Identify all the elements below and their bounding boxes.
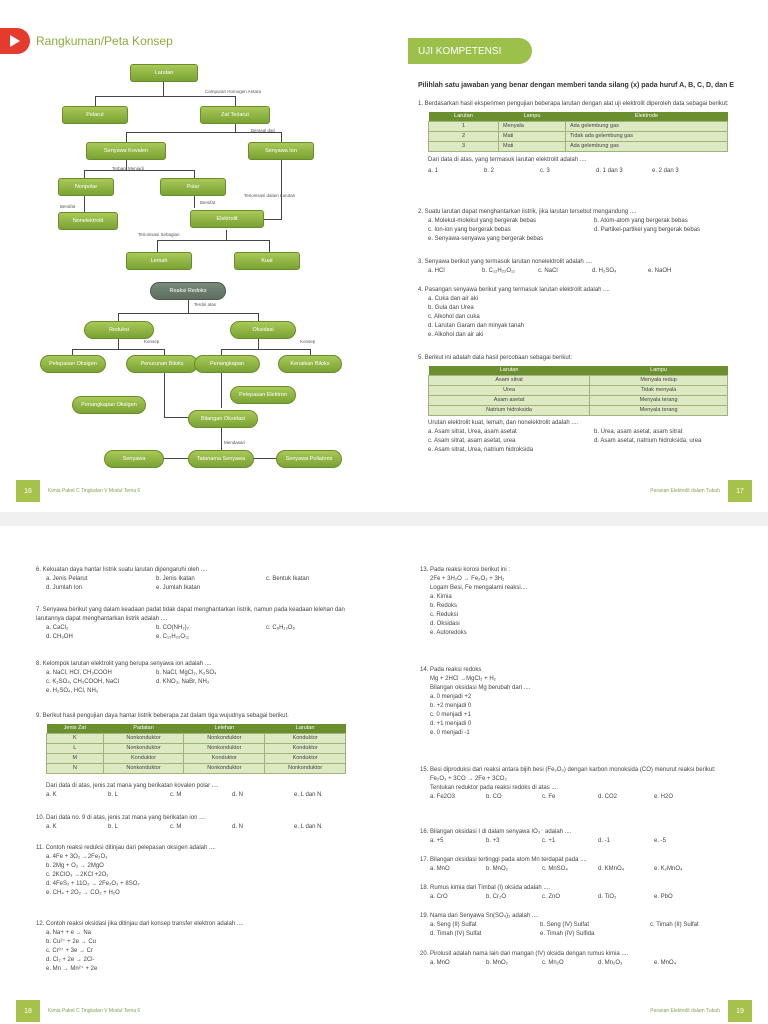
option-e[interactable]: e. L dan N [294, 792, 322, 798]
label-konsep-1: Konsep [144, 339, 160, 344]
option-b[interactable]: b. MnO₂ [486, 960, 509, 966]
node-pelepasan-elektron: Pelepasan Elektron [230, 386, 296, 404]
option-a[interactable]: a. MnO [430, 866, 450, 872]
option-e[interactable]: e. 0 menjadi -1 [430, 730, 470, 736]
option-a[interactable]: a. CrO [430, 894, 448, 900]
option-d[interactable]: d. Mn₂O₃ [598, 960, 623, 966]
option-c[interactable]: c. 2KClO₃ →2KCl +2O₂ [46, 872, 109, 878]
question-8: 8. Kelompok larutan elektrolit yang berupa senyawa ion adalah .... a. NaCl, HCl, CH₃COOH b. NaCl, MgCl₂, K₂SO₄ c. K₂SO₄, CH₃COOH, NaCl d. KNO₃, NaBr, NH₃ e. H₂SO₄, HCl, NH₃ [36, 660, 366, 696]
option-e[interactable]: e. Asam sitrat, Urea, natrium hidroksida [428, 447, 534, 453]
option-e[interactable]: e. PbO [654, 894, 673, 900]
option-c[interactable]: c. 0 menjadi +1 [430, 712, 471, 718]
question-19: 19. Nama dari Senyawa Sn(SO₄)₂ adalah .... a. Seng (II) Sulfat b. Seng (IV) Sulfat c. Timah (II) Sulfat d. Timah (IV) Sulfat e. Timah (IV) Sulfida [420, 912, 740, 939]
option-a[interactable]: a. Molekul-molekul yang bergerak bebas [428, 218, 537, 224]
option-c[interactable]: c. M [170, 792, 182, 798]
option-a[interactable]: a. K [46, 824, 57, 830]
node-pelepasan-oksigen: Pelepasan Oksigen [40, 355, 106, 373]
option-a[interactable]: a. Fe2O3 [430, 794, 456, 800]
option-d[interactable]: d. +1 menjadi 0 [430, 721, 472, 727]
option-d[interactable]: d. H₂SO₄ [592, 268, 617, 274]
footer-page-17 [642, 480, 752, 502]
node-kenaikan-biloks: Kenaikan Biloks [278, 355, 342, 373]
option-b[interactable]: b. Seng (IV) Sulfat [540, 922, 590, 928]
node-larutan: Larutan [130, 64, 198, 82]
question-3: 3. Senyawa berikut yang termasuk larutan nonelektrolit adalah .... a. HCl b. C₁₂H₂₂O₁₁ c. NaCl d. H₂SO₄ e. NaOH [418, 258, 734, 276]
footer-text: Peranan Elektrolit dalam Tubuh [650, 1008, 720, 1014]
node-reaksi-redoks: Reaksi Redoks [150, 282, 226, 300]
option-b[interactable]: b. MnO₂ [486, 866, 509, 872]
equation: Mg + 2HCl →MgCl₂ + H₂ [430, 676, 497, 682]
label-konsep-2: Konsep [300, 339, 316, 344]
option-b[interactable]: b. Cr₂O [486, 894, 506, 900]
option-b[interactable]: b. 2Mg + O₂ → 2MgO [46, 863, 104, 869]
option-b[interactable]: b. NaCl, MgCl₂, K₂SO₄ [156, 670, 217, 676]
option-d[interactable]: d. CH₃OH [46, 634, 73, 640]
option-c[interactable]: c. MnSO₄ [542, 866, 568, 872]
option-c[interactable]: c. Mn₂O [542, 960, 564, 966]
option-a[interactable]: a. 4Fe + 3O₂ →2Fe₂O₃ [46, 854, 108, 860]
option-e[interactable]: e. K₂MnO₄ [654, 866, 683, 872]
option-e[interactable]: e. 2 dan 3 [652, 168, 679, 174]
option-a[interactable]: a. Na+ + e → Na [46, 930, 92, 936]
option-b[interactable]: b. Urea, asam asetat, asam sitrat [594, 429, 683, 435]
play-arrow-icon [0, 28, 30, 54]
table-q9: Jenis Zat Padatan Lelehan Larutan K Nonkonduktor Nonkonduktor Konduktor L Nonkonduktor Nonkonduktor Konduktor M Konduktor Konduktor Konduktor N Nonkonduktor Nonkonduktor Nonkonduktor [46, 724, 346, 774]
question-20: 20. Pirolusit adalah nama lain dari mangan (IV) oksida dengan rumus kimia .... a. MnO b. MnO₂ c. Mn₂O d. Mn₂O₃ e. MnO₄ [420, 950, 740, 968]
page-number: 19 [728, 1000, 752, 1022]
node-bilangan-oksidasi: Bilangan Oksidasi [188, 410, 258, 428]
option-d[interactable]: d. KNO₃, NaBr, NH₃ [156, 679, 210, 685]
node-senyawa: Senyawa [104, 450, 164, 468]
footer-page-18 [16, 1000, 148, 1022]
node-reduksi: Reduksi [84, 321, 154, 339]
option-d[interactable]: d. 4FeS₂ + 11O₂ → 2Fe₂O₃ + 8SO₂ [46, 881, 140, 887]
option-d[interactable]: d. Cl₂ + 2e → 2Cl- [46, 957, 95, 963]
option-e[interactable]: e. Alkohol dan air aki [428, 332, 484, 338]
option-d[interactable]: d. N [232, 824, 244, 830]
option-a[interactable]: a. Asam sitrat, Urea, asam asetat [428, 429, 517, 435]
node-penurunan-biloks: Penurunan Biloks [126, 355, 198, 373]
question-5: 5. Berikut ini adalah data hasil percobaan sebagai berikut: Larutan Lampu Asam sitrat Menyala redup Urea Tidak menyala Asam asetat Menyala terang Natrium hidroksida Menyala terang Urutan elektrolit kuat, lemah, dan nonelektrolit adalah .... a. Asam sitrat, Urea, asam asetat b. Urea, asam asetat, asam sitrat c. Asam sitrat, asam asetat, urea d. Asam asetat, natrium hidroksida, urea e. Asam sitrat, Urea, natrium hidroksida [418, 354, 734, 455]
option-d[interactable]: d. Jumlah Ion [46, 585, 83, 591]
node-oksidasi: Oksidasi [230, 321, 296, 339]
option-a[interactable]: a. Kimia [430, 594, 452, 600]
option-e[interactable]: e. -5 [654, 838, 667, 844]
option-d[interactable]: d. KMnO₄ [598, 866, 625, 872]
option-e[interactable]: e. Jumlah Ikatan [156, 585, 201, 591]
question-6: 6. Kekuatan daya hantar listrik suatu larutan dipengaruhi oleh .... a. Jenis Pelarut b. Jenis Ikatan c. Bentuk Ikatan d. Jumlah Ion e. Jumlah Ikatan [36, 566, 366, 593]
option-d[interactable]: d. -1 [598, 838, 611, 844]
option-c[interactable]: c. Ion-ion yang bergerak bebas [428, 227, 511, 233]
option-b[interactable]: b. Atom-atom yang bergerak bebas [594, 218, 688, 224]
option-e[interactable]: e. Autoredoks [430, 630, 467, 636]
option-a[interactable]: a. K [46, 792, 57, 798]
option-b[interactable]: b. CO(NH₂)₂ [156, 625, 189, 631]
uji-kompetensi-title: UJI KOMPETENSI [408, 38, 532, 64]
label-terdiri-atas: Terdiri atas [194, 302, 217, 307]
option-a[interactable]: a. +5 [430, 838, 444, 844]
option-e[interactable]: e. NaOH [648, 268, 672, 274]
question-12: 12. Contoh reaksi oksidasi jika ditinjau dari konsep transfer elektron adalah .... a. Na+ + e → Na b. Cu²⁺ + 2e → Cu c. Cr³⁺ + 3e → Cr d. Cl₂ + 2e → 2Cl- e. Mn → Mn²⁺ + 2e [36, 920, 366, 974]
question-14: 14. Pada reaksi redoks Mg + 2HCl →MgCl₂ + H₂ Bilangan oksidasi Mg berubah dari .... a. 0 menjadi +2 b. +2 menjadi 0 c. 0 menjadi +1 d. +1 menjadi 0 e. 0 menjadi -1 [420, 666, 740, 738]
option-a[interactable]: a. CaCl₂ [46, 625, 69, 631]
node-lemah: Lemah [126, 252, 192, 270]
option-e[interactable]: e. H2O [654, 794, 674, 800]
option-c[interactable]: c. Timah (II) Sulfat [650, 922, 699, 928]
node-senyawa-ion: Senyawa Ion [248, 142, 314, 160]
node-pelarut: Pelarut [62, 106, 128, 124]
label-berasal-dari: Berasal dari [251, 128, 276, 133]
question-11: 11. Contoh reaksi reduksi ditinjau dari pelepasan oksigen adalah .... a. 4Fe + 3O₂ →2Fe₂O₃ b. 2Mg + O₂ → 2MgO c. 2KClO₃ →2KCl +2O₂ d. 4FeS₂ + 11O₂ → 2Fe₂O₃ + 8SO₂ e. CH₄ + 2O₂ → CO₂ + H₂O [36, 844, 366, 898]
option-c[interactable]: c. NaCl [538, 268, 558, 274]
question-16: 16. Bilangan oksidasi I di dalam senyawa IO₃⁻ adalah .... a. +5 b. +3 c. +1 d. -1 e. -5 [420, 828, 740, 846]
question-10: 10. Dari data no. 9 di atas, jenis zat mana yang berikatan ion .... a. K b. L c. M d. N e. L dan N [36, 814, 366, 832]
option-a[interactable]: a. Jenis Pelarut [46, 576, 88, 582]
option-e[interactable]: e. Mn → Mn²⁺ + 2e [46, 966, 98, 972]
label-terbagi: Terbagi Menjadi [112, 166, 144, 171]
option-e[interactable]: e. Timah (IV) Sulfida [540, 931, 595, 937]
question-4: 4. Pasangan senyawa berikut yang termasuk larutan elektrolit adalah .... a. Cuka dan air aki b. Gula dan Urea c. Alkohol dan cuka d. Larutan Garam dan minyak tanah e. Alkohol dan air aki [418, 286, 734, 340]
option-d[interactable]: d. Oksidasi [430, 621, 460, 627]
option-e[interactable]: e. L dan N [294, 824, 322, 830]
question-2: 2. Suatu larutan dapat menghantarkan listrik, jika larutan tersebut mengandung .... a. Molekul-molekul yang bergerak bebas b. Atom-atom yang bergerak bebas c. Ion-ion yang bergerak bebas d. Partikel-partikel yang bergerak bebas e. Senyawa-senyawa yang bergerak bebas [418, 208, 734, 244]
option-d[interactable]: d. Larutan Garam dan minyak tanah [428, 323, 525, 329]
page-number: 16 [16, 480, 40, 502]
question-9: 9. Berikut hasil pengujian daya hantar listrik beberapa zat dalam tiga wujudnya sebagai berikut. Jenis Zat Padatan Lelehan Larutan K Nonkonduktor Nonkonduktor Konduktor L Nonkonduktor Nonkonduktor Konduktor M Konduktor Konduktor Konduktor N Nonkonduktor Nonkonduktor Nonkonduktor Dari data di atas, jenis zat mana yang berikatan kovalen polar .... a. K b. L c. M d. N e. L dan N [36, 712, 366, 800]
option-e[interactable]: e. C₁₂H₂₂O₁₁ [156, 634, 190, 640]
page-number: 18 [16, 1000, 40, 1022]
node-senyawa-poliatom: Senyawa Poliatomi [276, 450, 342, 468]
option-d[interactable]: d. 1 dan 3 [596, 168, 623, 174]
node-senyawa-kovalen: Senyawa Kovalen [86, 142, 166, 160]
question-18: 18. Rumus kimia dari Timbal (I) oksida adalah .... a. CrO b. Cr₂O c. ZnO d. TiO₂ e. PbO [420, 884, 740, 902]
equation: Fe₂O₃ + 3CO → 2Fe + 3CO₂ [430, 776, 507, 782]
node-kuat: Kuat [234, 252, 300, 270]
option-a[interactable]: a. NaCl, HCl, CH₃COOH [46, 670, 112, 676]
option-e[interactable]: e. CH₄ + 2O₂ → CO₂ + H₂O [46, 890, 120, 896]
node-penangkapan-oksigen: Penangkapan Oksigen [72, 396, 146, 414]
option-a[interactable]: a. 0 menjadi +2 [430, 694, 472, 700]
option-b[interactable]: b. L [108, 824, 119, 830]
option-d[interactable]: d. TiO₂ [598, 894, 617, 900]
question-stem: 1. Berdasarkan hasil eksperimen pengujian beberapa larutan dengan alat uji elektrolit diperoleh data sebagai berikut: [418, 101, 729, 107]
option-c[interactable]: c. Fe [542, 794, 556, 800]
footer-text: Kimia Paket C Tingkatan V Modul Tema 6 [48, 1008, 141, 1014]
node-polar: Polar [160, 178, 226, 196]
concept-map-title: Rangkuman/Peta Konsep [36, 34, 173, 48]
footer-text: Kimia Paket C Tingkatan V Modul Tema 6 [48, 488, 141, 494]
footer-text: Peranan Elektrolit dalam Tubuh [650, 488, 720, 494]
table-q1: Larutan Lampu Elektrode 1 Menyala Ada gelembung gas 2 Mati Tidak ada gelembung gas 3 Mati Ada gelembung gas [428, 112, 728, 152]
option-b[interactable]: b. 2 [484, 168, 495, 174]
option-c[interactable]: c. 3 [540, 168, 550, 174]
option-c[interactable]: c. C₆H₁₂O₆ [266, 625, 295, 631]
node-tatanama: Tatanama Senyawa [188, 450, 254, 468]
footer-page-16 [16, 480, 148, 502]
option-b[interactable]: b. Redoks [430, 603, 458, 609]
question-13: 13. Pada reaksi korosi berikut ini : 2Fe + 3H₂O → Fe₂O₃ + 3H₂ Logam Besi, Fe mengalami reaksi.... a. Kimia b. Redoks c. Reduksi d. Oksidasi e. Autoredoks [420, 566, 740, 638]
option-a[interactable]: a. 1 [428, 168, 439, 174]
option-e[interactable]: e. MnO₄ [654, 960, 677, 966]
node-nonelektrolit: Nonelektrolit [58, 212, 118, 230]
option-b[interactable]: b. L [108, 792, 119, 798]
option-c[interactable]: c. +1 [542, 838, 556, 844]
page-spread-18-19 [0, 512, 768, 1024]
node-elektrolit: Elektrolit [190, 210, 264, 228]
label-bersifat-2: Bersifat [200, 200, 216, 205]
node-penangkapan: Penangkapan [194, 355, 260, 373]
question-17: 17. Bilangan oksidasi tertinggi pada atom Mn terdapat pada .... a. MnO b. MnO₂ c. MnSO₄ d. KMnO₄ e. K₂MnO₄ [420, 856, 740, 874]
option-a[interactable]: a. HCl [428, 268, 445, 274]
table-q5: Larutan Lampu Asam sitrat Menyala redup Urea Tidak menyala Asam asetat Menyala terang Natrium hidroksida Menyala terang [428, 366, 728, 416]
label-mendasari: Mendasari [224, 440, 246, 445]
option-b[interactable]: b. CO [486, 794, 502, 800]
option-a[interactable]: a. MnO [430, 960, 450, 966]
label-bersifat-1: Bersifat [60, 204, 76, 209]
equation: 2Fe + 3H₂O → Fe₂O₃ + 3H₂ [430, 576, 505, 582]
question-15: 15. Besi diproduksi dari reaksi antara bijih besi (Fe₂O₃) dengan karbon monoksida (CO) menurut reaksi berikut: Fe₂O₃ + 3CO → 2Fe + 3CO₂ Tentukan reduktor pada reaksi redoks di atas .... a. Fe2O3 b. CO c. Fe d. CO2 e. H2O [420, 766, 740, 802]
option-c[interactable]: c. Reduksi [430, 612, 459, 618]
option-c[interactable]: c. Bentuk Ikatan [266, 576, 310, 582]
option-e[interactable]: e. H₂SO₄, HCl, NH₃ [46, 688, 99, 694]
option-c[interactable]: c. M [170, 824, 182, 830]
options [418, 167, 734, 176]
label-terionisasi-larutan: Terionisasi dalam Larutan [244, 193, 296, 198]
page-number: 17 [728, 480, 752, 502]
instruction: Pilihlah satu jawaban yang benar dengan memberi tanda silang (x) pada huruf A, B, C, D, dan E [418, 82, 734, 89]
option-d[interactable]: d. N [232, 792, 244, 798]
option-c[interactable]: c. Alkohol dan cuka [428, 314, 480, 320]
option-c[interactable]: c. Asam sitrat, asam asetat, urea [428, 438, 516, 444]
option-a[interactable]: a. Cuka dan air aki [428, 296, 479, 302]
option-d[interactable]: d. Partikel-partikel yang bergerak bebas [594, 227, 701, 233]
option-c[interactable]: c. Cr³⁺ + 3e → Cr [46, 948, 94, 954]
node-nonpolar: Nonpolar [58, 178, 114, 196]
option-b[interactable]: b. +2 menjadi 0 [430, 703, 472, 709]
option-d[interactable]: d. Asam asetat, natrium hidroksida, urea [594, 438, 702, 444]
question-7: 7. Senyawa berikut yang dalam keadaan padat tidak dapat menghantarkan listrik, namun pada keadaan lelehan dan larutannya dapat menghantarkan listrik adalah .... a. CaCl₂ b. CO(NH₂)₂ c. C₆H₁₂O₆ d. CH₃OH e. C₁₂H₂₂O₁₁ [36, 606, 366, 642]
option-b[interactable]: b. Cu²⁺ + 2e → Cu [46, 939, 97, 945]
option-e[interactable]: e. Senyawa-senyawa yang bergerak bebas [428, 236, 544, 242]
option-b[interactable]: b. C₁₂H₂₂O₁₁ [482, 268, 516, 274]
node-zat-terlarut: Zat Terlarut [200, 106, 270, 124]
option-b[interactable]: b. +3 [486, 838, 500, 844]
option-c[interactable]: c. K₂SO₄, CH₃COOH, NaCl [46, 679, 119, 685]
option-b[interactable]: b. Jenis Ikatan [156, 576, 195, 582]
question-1: 1. Berdasarkan hasil eksperimen pengujian beberapa larutan dengan alat uji elektrolit diperoleh data sebagai berikut: Larutan Lampu Elektrode 1 Menyala Ada gelembung gas 2 Mati Tidak ada gelembung gas 3 Mati Ada gelembung gas Dari data di atas, yang termasuk larutan elektrolit adalah .... a. 1 b. 2 c. 3 d. 1 dan 3 e. 2 dan 3 [418, 100, 734, 176]
footer-page-19 [642, 1000, 752, 1022]
option-a[interactable]: a. Seng (II) Sulfat [430, 922, 477, 928]
option-b[interactable]: b. Gula dan Urea [428, 305, 474, 311]
option-d[interactable]: d. Timah (IV) Sulfat [430, 931, 482, 937]
label-terionisasi-sebagian: Terionisasi Sebagian [138, 232, 180, 237]
option-d[interactable]: d. CO2 [598, 794, 618, 800]
option-c[interactable]: c. ZnO [542, 894, 561, 900]
label-campuran: Campuran Homogen Antara [205, 89, 262, 94]
